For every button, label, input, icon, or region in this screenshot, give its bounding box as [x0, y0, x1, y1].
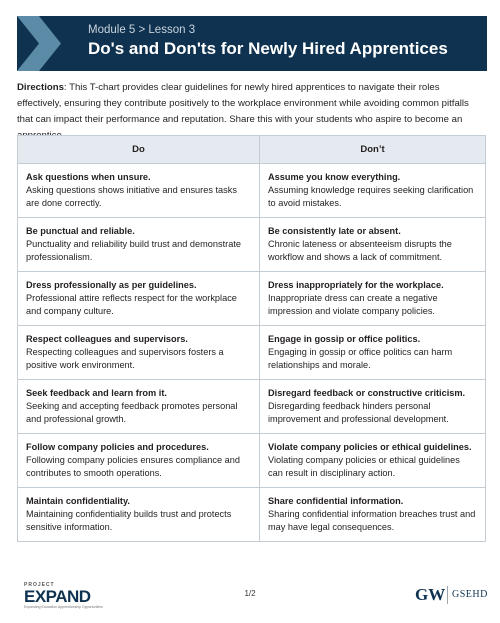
dont-cell [260, 380, 486, 434]
table-row [18, 218, 486, 272]
dont-heading: Dress inappropriately for the workplace. [268, 280, 444, 290]
do-cell [18, 434, 260, 488]
page-title: Do's and Don'ts for Newly Hired Apprentices [88, 39, 448, 58]
column-header-dont: Don’t [260, 136, 486, 164]
do-heading: Follow company policies and procedures. [26, 442, 209, 452]
dont-heading: Disregard feedback or constructive criticism. [268, 388, 466, 398]
dont-heading: Be consistently late or absent. [268, 226, 401, 236]
dont-description: Inappropriate dress can create a negative impression and violate company policies. [268, 293, 438, 316]
page-number: 1/2 [244, 589, 256, 598]
expand-tagline: Expanding Education Apprenticeship Opportunities [24, 605, 103, 609]
dont-cell [260, 272, 486, 326]
header-banner [17, 16, 487, 71]
do-cell [18, 218, 260, 272]
dont-cell [260, 488, 486, 542]
dont-description: Assuming knowledge requires seeking clarification to avoid mistakes. [268, 185, 474, 208]
dont-description: Chronic lateness or absenteeism disrupts the workflow and shows a lack of commitment. [268, 239, 452, 262]
directions-text: : This T-chart provides clear guidelines for newly hired apprentices to navigate their roles effectively, ensuring they contribute positively to the workplace environment while avoiding common pitfalls that can impact their performance and reputation. Share this with your students who aspire to become an [17, 82, 469, 125]
table-row [18, 164, 486, 218]
do-heading: Be punctual and reliable. [26, 226, 135, 236]
dont-description: Violating company policies or ethical guidelines can result in disciplinary action. [268, 455, 460, 478]
gsehd-wordmark: GSEHD [452, 589, 488, 600]
table-row [18, 434, 486, 488]
dont-cell [260, 218, 486, 272]
do-cell [18, 380, 260, 434]
dont-heading: Violate company policies or ethical guidelines. [268, 442, 472, 452]
table-row [18, 326, 486, 380]
dont-cell [260, 164, 486, 218]
do-cell [18, 164, 260, 218]
do-description: Asking questions shows initiative and ensures tasks are done correctly. [26, 185, 237, 208]
dont-heading: Engage in gossip or office politics. [268, 334, 421, 344]
dont-description: Disregarding feedback hinders personal improvement and professional development. [268, 401, 449, 424]
do-heading: Ask questions when unsure. [26, 172, 151, 182]
table-row [18, 380, 486, 434]
do-description: Punctuality and reliability build trust and demonstrate professionalism. [26, 239, 242, 262]
do-description: Seeking and accepting feedback promotes personal and professional growth. [26, 401, 238, 424]
do-heading: Respect colleagues and supervisors. [26, 334, 188, 344]
do-description: Following company policies ensures compliance and contributes to smooth operations. [26, 455, 240, 478]
table-row [18, 488, 486, 542]
expand-wordmark: EXPAND [24, 587, 91, 606]
column-header-do: Do [18, 136, 260, 164]
do-description: Maintaining confidentiality builds trust and protects sensitive information. [26, 509, 232, 532]
gw-wordmark: GW [415, 585, 446, 604]
do-cell [18, 272, 260, 326]
dont-description: Engaging in gossip or office politics can harm relationships and morale. [268, 347, 453, 370]
logo-divider [447, 586, 448, 604]
dont-heading: Share confidential information. [268, 496, 404, 506]
dont-cell [260, 326, 486, 380]
chevron-arrow-icon [17, 16, 77, 71]
do-cell [18, 326, 260, 380]
do-description: Professional attire reflects respect for the workplace and company culture. [26, 293, 237, 316]
table-row [18, 272, 486, 326]
module-breadcrumb: Module 5 > Lesson 3 [88, 24, 196, 36]
dont-description: Sharing confidential information breaches trust and may have legal consequences. [268, 509, 476, 532]
dont-heading: Assume you know everything. [268, 172, 401, 182]
directions-label: Directions [17, 82, 64, 93]
t-chart-table [17, 135, 486, 542]
do-cell [18, 488, 260, 542]
project-label: PROJECT [24, 582, 55, 588]
do-heading: Dress professionally as per guidelines. [26, 280, 197, 290]
do-description: Respecting colleagues and supervisors fosters a positive work environment. [26, 347, 224, 370]
table-header-row [18, 136, 486, 164]
dont-cell [260, 434, 486, 488]
do-heading: Maintain confidentiality. [26, 496, 130, 506]
do-heading: Seek feedback and learn from it. [26, 388, 167, 398]
